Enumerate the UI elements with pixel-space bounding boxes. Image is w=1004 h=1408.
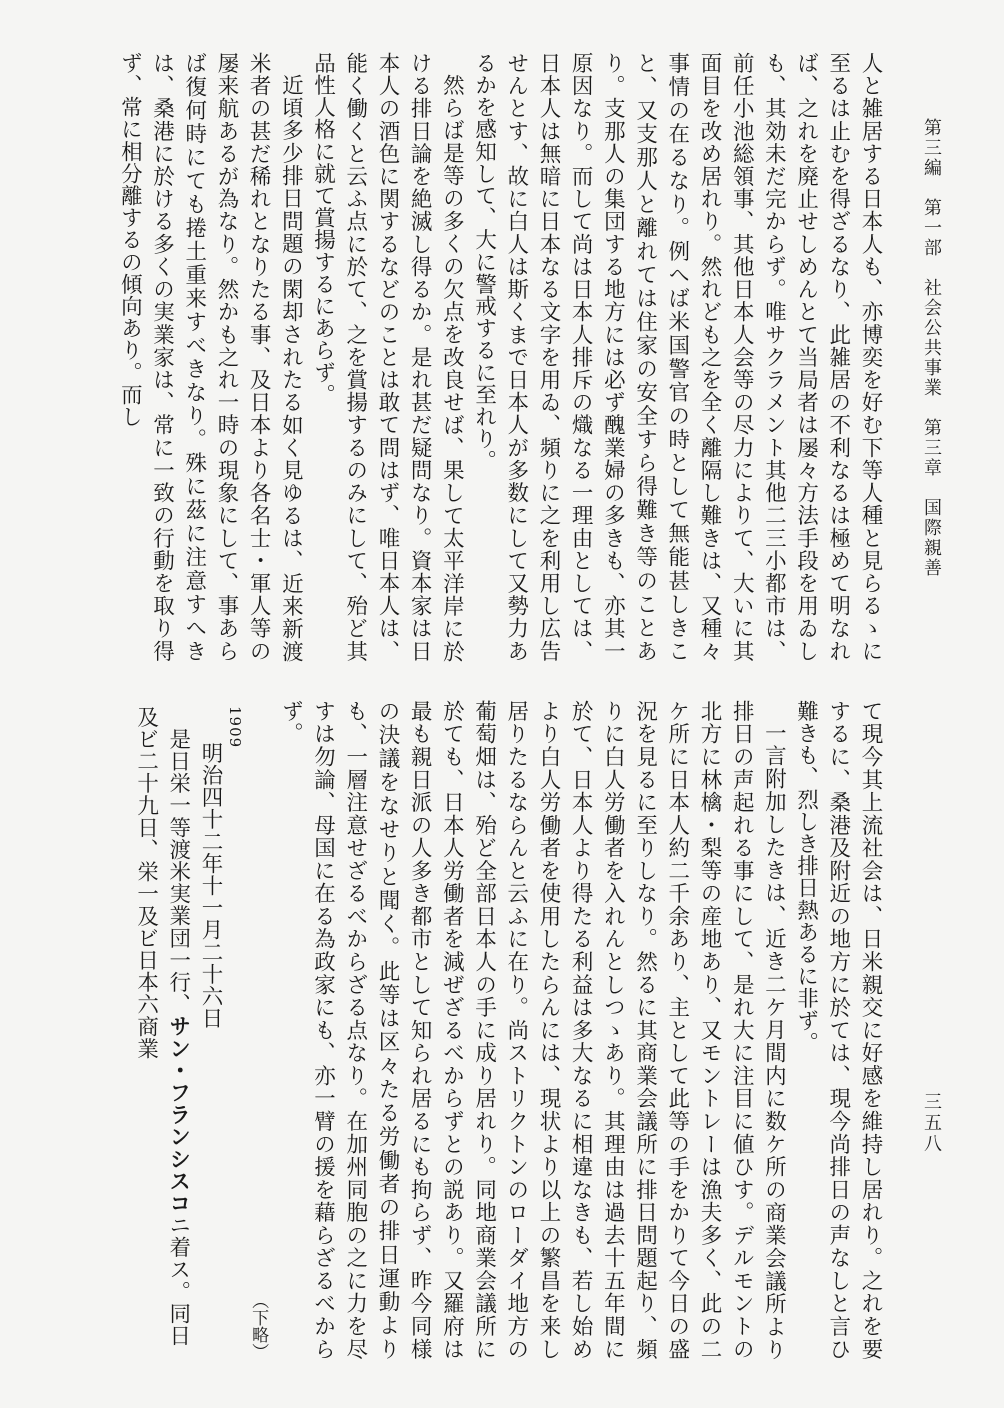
running-title: 第三編 第一部 社会公共事業 第三章 国際親善 (921, 118, 942, 578)
page-number: 三五八 (921, 1092, 942, 1155)
paragraph: て現今其上流社会は、日米親交に好感を維持し居れり。之れを要するに、桑港及附近の地方に於ては、現今尚排日の声なしと言ひ難きも、烈しき排日熱あるに非ず。 (793, 700, 883, 1360)
paragraph: 近頃多少排日問題の閑却されたる如く見ゆるは、近来新渡米者の甚だ稀れとなりたる事、及日本より各名士・軍人等の屡来航あるが為なり。然かも之れ一時の現象にして、事あらば復何時にても捲土重来すべきなり。殊に茲に注意すへきは、桑港に於ける多くの実業家は、常に一致の行動を取り得ず、常に相分離するの傾向あり。而し (117, 52, 304, 662)
paragraph: 人と雑居する日本人も、亦博奕を好む下等人種と見らるゝに至るは止むを得ざるなり、此雑居の不利なるは極めて明なれば、之れを廃止せしめんとて当局者は屡々方法手段を用ゐしも、其効未だ完からず。唯サクラメント其他二三小都市は、前任小池総領事、其他日本人会等の尽力によりて、大いに其面目を改め居れり。然れども之を全く離隔し難きは、又種々事情の在るなり。例へば米国警官の時として無能甚しきこと、又支那人と離れては住家の安全すら得難き等のことあり。支那人の集団する地方には必ず醜業婦の多きも、亦其一原因なり。而して尚は日本人排斥の熾なる一理由としては、日本人は無暗に日本なる文字を用ゐ、頻りに之を利用し広告せんとす、故に白人は斯くまで日本人が多数にして又勢力あるかを感知して、大に警戒するに至れり。 (471, 52, 883, 662)
entry-date: 明治四十二年十一月二十六日 (198, 742, 223, 1030)
entry-text (129, 706, 193, 1356)
paragraph: 一言附加したきは、近き二ケ月間内に数ケ所の商業会議所より排日の声起れる事にして、是れ大に注目に値ひす。デルモントの北方に林檎・梨等の産地あり、又モントレーは漁夫多く、此の二ケ所に日本人約二千余あり、主として此等の手をかりて今日の盛況を見るに至りしなり。然るに其商業会議所に排日問題起り、頻りに白人労働者を入れんとしつゝあり。其理由は過去十五年間に於て、日本人より得たる利益は多大なるに相違なきも、若し始めより白人労働者を使用したらんには、現状より以上の繁昌を来し居りたるならんと云ふに在り。尚ストリクトンのローダイ地方の葡萄畑は、殆ど全部日本人の手に成り居れり。同地商業会議所に於ても、日本人労働者を減ぜざるべからずとの説あり。又羅府は最も親日派の人多き都市として知られ居るにも拘らず、昨今同様の決議をなせりと聞く。此等は区々たる労働者の排日運動よりも、一層注意せざるべからざる点なり。在加州同胞の之に力を尽すは勿論、母国に在る為政家にも、亦一臂の援を藉らざるべからず。 (278, 700, 787, 1360)
closing-note: （下略） (248, 1292, 269, 1360)
body-text-upper (86, 52, 886, 662)
entry-year-arabic: 1909 (226, 706, 244, 749)
body-text-lower (248, 700, 886, 1360)
entry-text-b: ニ着ス。同日及ビ二十九日、栄一及ビ日本六商業 (133, 706, 191, 1347)
entry-place-name: サン・フランシスコ (165, 1014, 191, 1214)
entry-text-a: 是日栄一等渡米実業団一行、 (165, 727, 191, 1015)
paragraph: 然らば是等の多くの欠点を改良せば、果して太平洋岸に於ける排日論を絶滅し得るか。是れ甚だ疑問なり。資本家は日本人の酒色に関するなどのことは敢て問はず、唯日本人は、能く働くと云ふ点に於て、之を賞揚するのみにして、殆ど其品性人格に就て賞揚するにあらず。 (310, 52, 465, 662)
dated-entry (104, 706, 244, 1356)
